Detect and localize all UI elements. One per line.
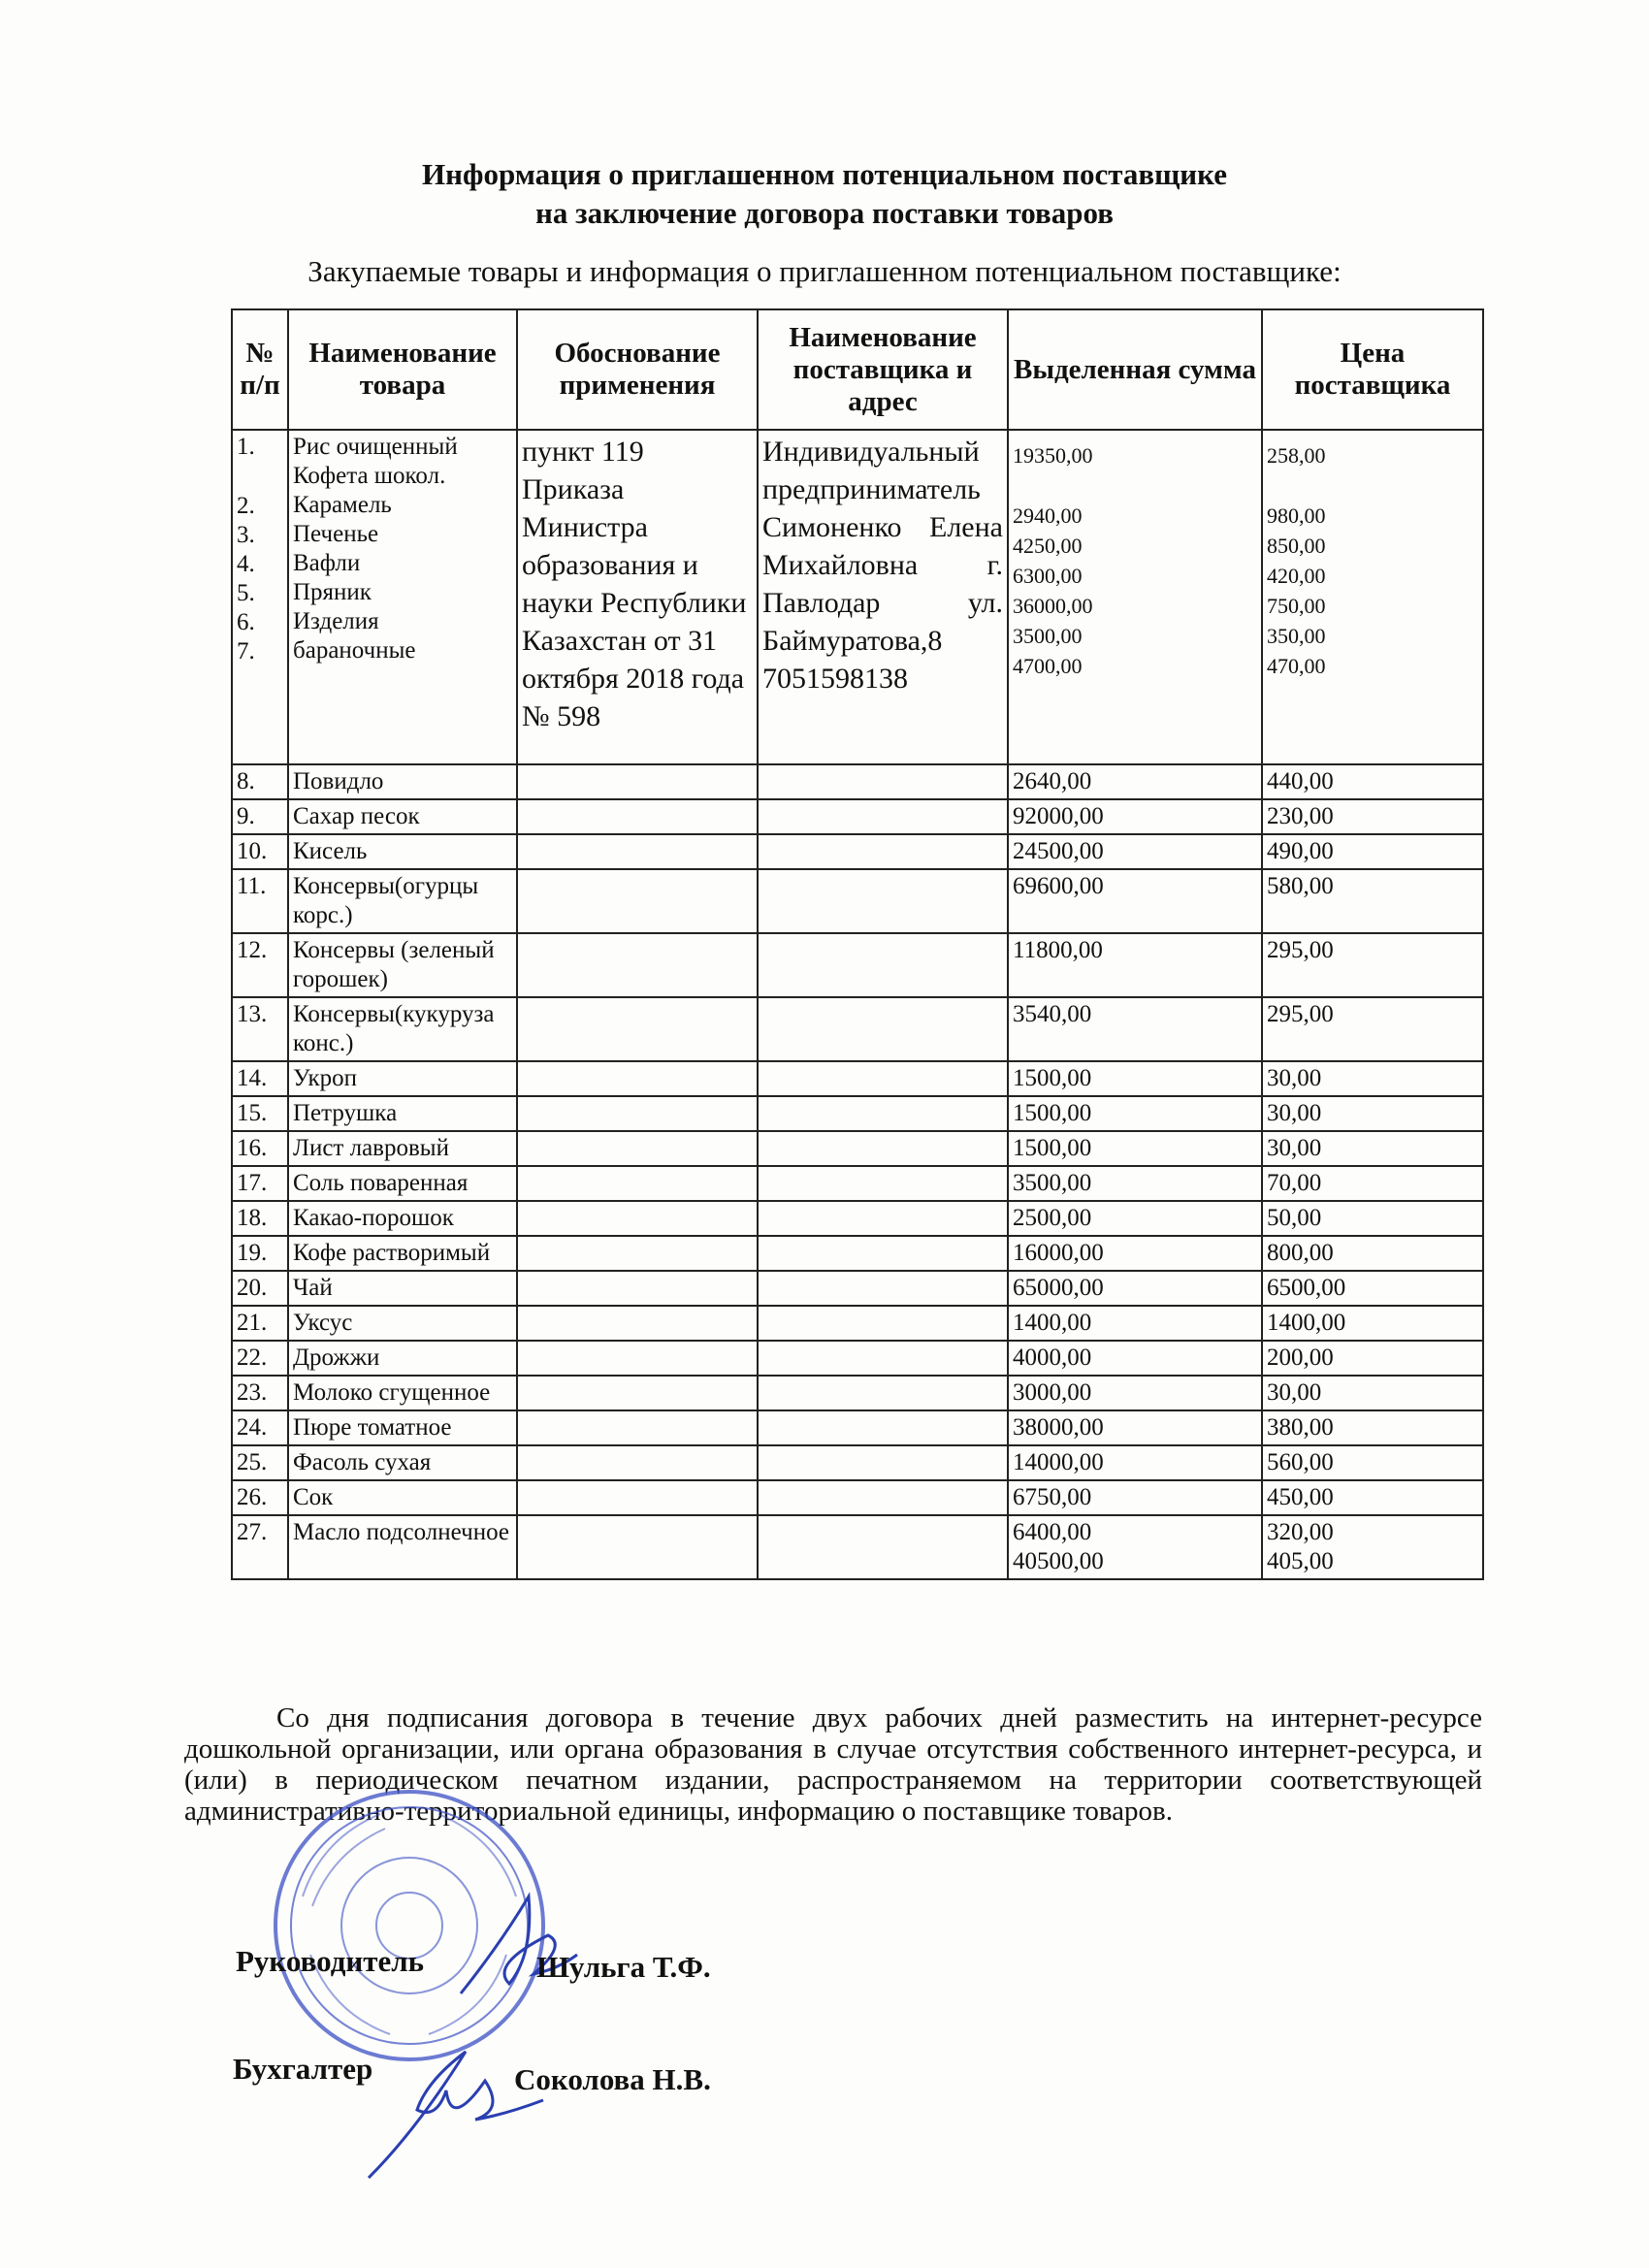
row-number: 15. [232, 1096, 288, 1131]
supplier-price: 1400,00 [1262, 1306, 1483, 1341]
basis-cell [517, 1480, 758, 1515]
supplier-price [1262, 1515, 1483, 1579]
allocated-sums [1008, 430, 1262, 764]
product-name: Карамель [293, 492, 392, 518]
supplier-price: 70,00 [1262, 1166, 1483, 1201]
product-name: Вафли [293, 550, 361, 576]
row-number: 27. [232, 1515, 288, 1579]
sum-value: 6300,00 [1013, 564, 1083, 588]
title-line-1: Информация о приглашенном потенциальном поставщике [422, 157, 1227, 191]
basis-cell [517, 869, 758, 933]
price-value: 350,00 [1267, 624, 1326, 648]
table-row [232, 1201, 1483, 1236]
row-number: 21. [232, 1306, 288, 1341]
supplier-price-extra-value: 405,00 [1267, 1548, 1334, 1574]
basis-cell [517, 799, 758, 834]
supplier-price: 30,00 [1262, 1096, 1483, 1131]
basis-cell [517, 1096, 758, 1131]
product-name: Пряник [293, 579, 372, 605]
supplier-price: 30,00 [1262, 1061, 1483, 1096]
table-caption: Закупаемые товары и информация о приглашенном потенциальном поставщике: [307, 254, 1342, 288]
table-row [232, 1515, 1483, 1579]
table-row [232, 1061, 1483, 1096]
allocated-sum: 1500,00 [1008, 1096, 1262, 1131]
header-supplier-price: Цена поставщика [1262, 309, 1483, 430]
accountant-name: Соколова Н.В. [514, 2062, 711, 2096]
table-row [232, 1236, 1483, 1271]
product-name: бараночные [293, 637, 416, 664]
product-name: Печенье [293, 521, 379, 547]
supplier-price: 230,00 [1262, 799, 1483, 834]
table-row [232, 1410, 1483, 1445]
row-number: 5. [237, 580, 255, 606]
allocated-sum: 24500,00 [1008, 834, 1262, 869]
header-allocated-sum: Выделенная сумма [1008, 309, 1262, 430]
supplier-price: 30,00 [1262, 1131, 1483, 1166]
table-row [232, 1306, 1483, 1341]
allocated-sum: 3000,00 [1008, 1376, 1262, 1410]
supplier-cell [758, 1515, 1008, 1579]
allocated-sum: 65000,00 [1008, 1271, 1262, 1306]
allocated-sum: 11800,00 [1008, 933, 1262, 997]
basis-cell [517, 1410, 758, 1445]
product-name: Повидло [288, 764, 517, 799]
product-name: Кофета шокол. [293, 463, 446, 489]
price-value: 420,00 [1267, 564, 1326, 588]
table-row [232, 1480, 1483, 1515]
allocated-sum: 1500,00 [1008, 1131, 1262, 1166]
header-supplier: Наименование поставщика и адрес [758, 309, 1008, 430]
price-value: 470,00 [1267, 654, 1326, 678]
allocated-sum: 1500,00 [1008, 1061, 1262, 1096]
allocated-sum: 16000,00 [1008, 1236, 1262, 1271]
basis-cell [517, 1131, 758, 1166]
product-name: Лист лавровый [288, 1131, 517, 1166]
basis-cell [517, 1236, 758, 1271]
row-number: 14. [232, 1061, 288, 1096]
row-number: 6. [237, 609, 255, 635]
allocated-sum: 4000,00 [1008, 1341, 1262, 1376]
basis-cell [517, 764, 758, 799]
product-name: Сок [288, 1480, 517, 1515]
supplier-cell [758, 1236, 1008, 1271]
supplier-prices [1262, 430, 1483, 764]
product-name: Чай [288, 1271, 517, 1306]
accountant-title: Бухгалтер [233, 2052, 373, 2086]
row-numbers [232, 430, 288, 764]
allocated-sum: 1400,00 [1008, 1306, 1262, 1341]
product-name: Какао-порошок [288, 1201, 517, 1236]
row-number: 20. [232, 1271, 288, 1306]
table-row [232, 834, 1483, 869]
product-name: Изделия [293, 608, 379, 634]
supplier-price: 440,00 [1262, 764, 1483, 799]
basis-cell [517, 1445, 758, 1480]
table-row [232, 764, 1483, 799]
row-number: 23. [232, 1376, 288, 1410]
product-name: Фасоль сухая [288, 1445, 517, 1480]
supplier-price: 200,00 [1262, 1341, 1483, 1376]
document-title [0, 155, 1649, 233]
product-name: Сахар песок [288, 799, 517, 834]
product-name: Молоко сгущенное [288, 1376, 517, 1410]
supplier-cell [758, 1061, 1008, 1096]
basis-cell [517, 1271, 758, 1306]
title-line-2: на заключение договора поставки товаров [535, 196, 1114, 230]
row-number: 4. [237, 551, 255, 577]
row-number: 10. [232, 834, 288, 869]
price-value: 980,00 [1267, 503, 1326, 528]
basis-cell [517, 834, 758, 869]
allocated-sum: 2640,00 [1008, 764, 1262, 799]
supplier-price: 30,00 [1262, 1376, 1483, 1410]
product-name: Консервы(огурцы корс.) [288, 869, 517, 933]
table-row [232, 1131, 1483, 1166]
row-number: 3. [237, 522, 255, 548]
allocated-sum [1008, 1515, 1262, 1579]
basis-cell [517, 1061, 758, 1096]
table-header-row [232, 309, 1483, 430]
table-row [232, 1271, 1483, 1306]
sum-value: 2940,00 [1013, 503, 1083, 528]
basis-cell [517, 1306, 758, 1341]
sum-value: 4250,00 [1013, 534, 1083, 558]
product-name: Пюре томатное [288, 1410, 517, 1445]
supplier-cell [758, 799, 1008, 834]
supplier-price: 295,00 [1262, 997, 1483, 1061]
supplier-cell [758, 1376, 1008, 1410]
product-name: Консервы(кукуруза конс.) [288, 997, 517, 1061]
supplier-cell [758, 1445, 1008, 1480]
row-number: 1. [237, 434, 255, 460]
product-name: Рис очищенный [293, 434, 458, 460]
supplier-price: 800,00 [1262, 1236, 1483, 1271]
row-number: 26. [232, 1480, 288, 1515]
allocated-sum: 3500,00 [1008, 1166, 1262, 1201]
row-number: 18. [232, 1201, 288, 1236]
supplier-price: 380,00 [1262, 1410, 1483, 1445]
allocated-sum: 92000,00 [1008, 799, 1262, 834]
supplier-info: Индивидуальный предприниматель Симоненко Елена Михайловна г. Павлодар ул. Баймуратова,8 7051598138 [758, 430, 1008, 764]
row-number: 24. [232, 1410, 288, 1445]
basis-text: пункт 119 Приказа Министра образования и науки Республики Казахстан от 31 октября 2018 года № 598 [517, 430, 758, 764]
product-name: Кисель [288, 834, 517, 869]
row-number: 8. [232, 764, 288, 799]
allocated-sum: 38000,00 [1008, 1410, 1262, 1445]
product-name: Уксус [288, 1306, 517, 1341]
row-number: 16. [232, 1131, 288, 1166]
product-name: Соль поваренная [288, 1166, 517, 1201]
basis-cell [517, 1166, 758, 1201]
table-row [232, 1166, 1483, 1201]
product-name: Дрожжи [288, 1341, 517, 1376]
supplier-cell [758, 1271, 1008, 1306]
table-row [232, 1341, 1483, 1376]
row-number: 12. [232, 933, 288, 997]
head-title: Руководитель [236, 1944, 425, 1978]
supplier-price: 580,00 [1262, 869, 1483, 933]
allocated-sum: 2500,00 [1008, 1201, 1262, 1236]
supplier-price-value: 320,00 [1267, 1519, 1334, 1545]
row-number: 7. [237, 638, 255, 664]
supplier-price: 560,00 [1262, 1445, 1483, 1480]
product-name: Петрушка [288, 1096, 517, 1131]
supplier-price: 6500,00 [1262, 1271, 1483, 1306]
allocated-sum: 69600,00 [1008, 869, 1262, 933]
supplier-price: 490,00 [1262, 834, 1483, 869]
supplier-cell [758, 1201, 1008, 1236]
allocated-sum-extra-value: 40500,00 [1013, 1548, 1104, 1574]
supplier-cell [758, 1480, 1008, 1515]
table-row [232, 1096, 1483, 1131]
basis-cell [517, 1201, 758, 1236]
supplier-table [231, 308, 1484, 1580]
sum-value: 19350,00 [1013, 443, 1093, 468]
table-row [232, 1445, 1483, 1480]
allocated-sum-value: 6400,00 [1013, 1519, 1092, 1545]
row-number: 17. [232, 1166, 288, 1201]
table-row [232, 933, 1483, 997]
header-number: № п/п [232, 309, 288, 430]
product-name: Кофе растворимый [288, 1236, 517, 1271]
supplier-cell [758, 1096, 1008, 1131]
supplier-cell [758, 1306, 1008, 1341]
product-name: Масло подсолнечное [288, 1515, 517, 1579]
supplier-cell [758, 933, 1008, 997]
basis-cell [517, 933, 758, 997]
supplier-cell [758, 1341, 1008, 1376]
head-name: Шульга Т.Ф. [536, 1950, 711, 1984]
table-row [232, 799, 1483, 834]
row-number: 11. [232, 869, 288, 933]
product-list [288, 430, 517, 764]
row-number: 19. [232, 1236, 288, 1271]
supplier-cell [758, 1131, 1008, 1166]
row-number: 2. [237, 493, 255, 519]
price-value: 258,00 [1267, 443, 1326, 468]
allocated-sum: 3540,00 [1008, 997, 1262, 1061]
basis-cell [517, 1341, 758, 1376]
instructions-text: Со дня подписания договора в течение двух рабочих дней разместить на интернет-ресурсе дошкольной организации, или органа образования в случае отсутствия собственного интернет-ресурса, и (или) в периодическом печатном издании, распространяемом на территории соответствующей административно-территориальной единицы, информацию о поставщике товаров. [184, 1702, 1482, 1827]
row-number: 22. [232, 1341, 288, 1376]
row-number: 25. [232, 1445, 288, 1480]
sum-value: 3500,00 [1013, 624, 1083, 648]
product-name: Консервы (зеленый горошек) [288, 933, 517, 997]
table-row [232, 869, 1483, 933]
supplier-cell [758, 1166, 1008, 1201]
allocated-sum: 14000,00 [1008, 1445, 1262, 1480]
price-value: 850,00 [1267, 534, 1326, 558]
sum-value: 36000,00 [1013, 594, 1093, 618]
table-row [232, 1376, 1483, 1410]
accountant-signature [359, 2023, 553, 2187]
supplier-cell [758, 869, 1008, 933]
basis-cell [517, 1376, 758, 1410]
allocated-sum: 6750,00 [1008, 1480, 1262, 1515]
header-product: Наименование товара [288, 309, 517, 430]
table-row [232, 430, 1483, 764]
price-value: 750,00 [1267, 594, 1326, 618]
supplier-cell [758, 1410, 1008, 1445]
supplier-cell [758, 764, 1008, 799]
product-name: Укроп [288, 1061, 517, 1096]
supplier-price: 295,00 [1262, 933, 1483, 997]
header-basis: Обоснование применения [517, 309, 758, 430]
supplier-cell [758, 834, 1008, 869]
basis-cell [517, 997, 758, 1061]
row-number: 9. [232, 799, 288, 834]
basis-cell [517, 1515, 758, 1579]
supplier-cell [758, 997, 1008, 1061]
table-row [232, 997, 1483, 1061]
sum-value: 4700,00 [1013, 654, 1083, 678]
supplier-price: 50,00 [1262, 1201, 1483, 1236]
row-number: 13. [232, 997, 288, 1061]
supplier-price: 450,00 [1262, 1480, 1483, 1515]
